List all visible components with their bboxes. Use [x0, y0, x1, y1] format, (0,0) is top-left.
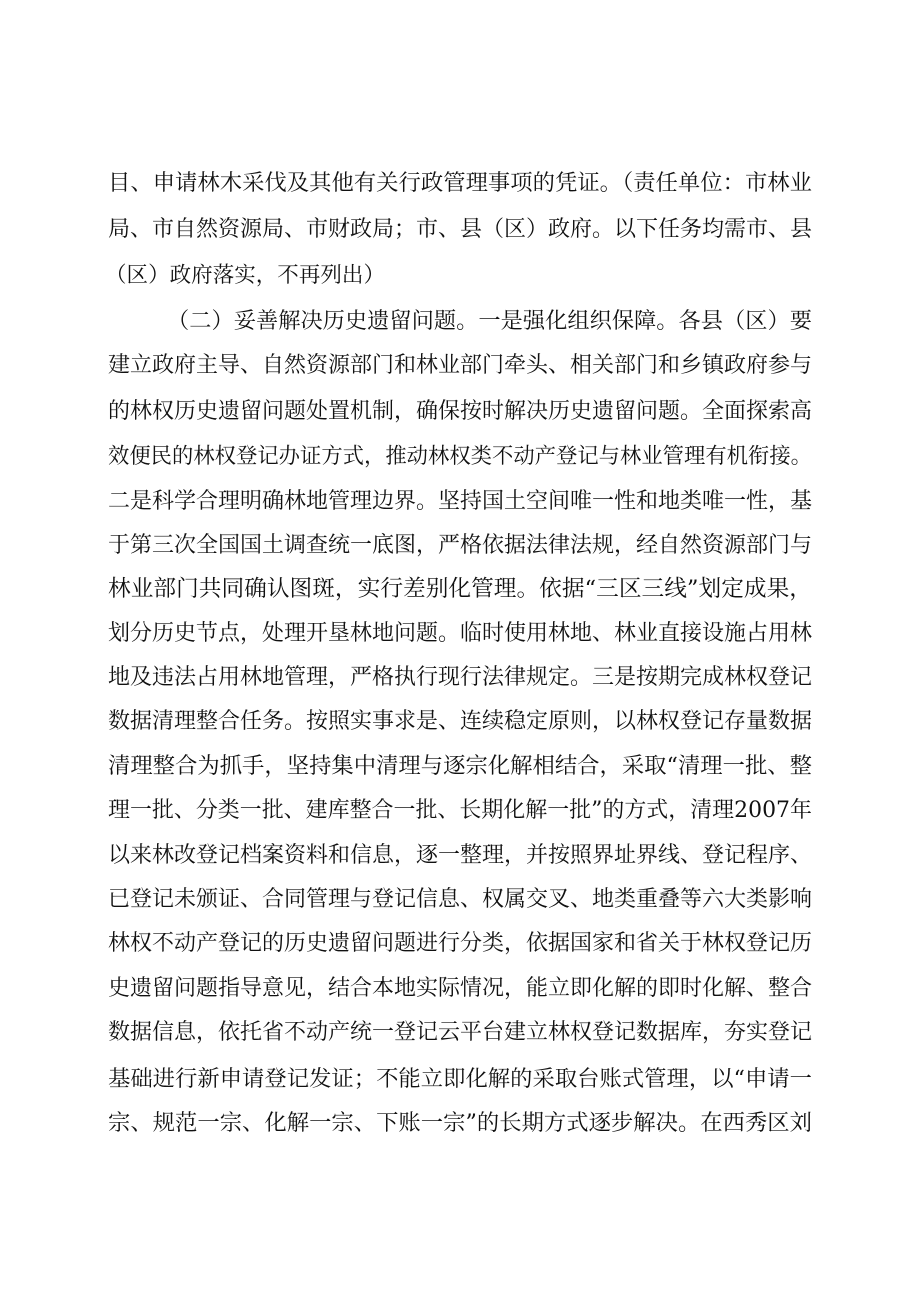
line-text: （区）政府落实，不再列出）: [105, 263, 385, 288]
text-line: [0, 656, 920, 700]
line-text: 的林权历史遗留问题处置机制，确保按时解决历史遗留问题。全面探索高: [108, 399, 813, 424]
line-text: 划分历史节点，处理开垦林地问题。临时使用林地、林业直接设施占用林: [108, 621, 813, 646]
text-line: [0, 612, 920, 656]
text-line: [0, 567, 920, 611]
line-text: （二）妥善解决历史遗留问题。一是强化组织保障。各县（区）要: [167, 308, 812, 334]
text-line: [0, 967, 920, 1011]
text-line: [0, 524, 920, 568]
line-text: 已登记未颁证、合同管理与登记信息、权属交叉、地类重叠等六大类影响: [108, 887, 813, 912]
line-text: 局、市自然资源局、市财政局；市、县（区）政府。以下任务均需市、县: [108, 217, 813, 242]
line-text: 林业部门共同确认图斑，实行差别化管理。依据“三区三线”划定成果，: [108, 576, 812, 602]
line-text: 宗、规范一宗、化解一宗、下账一宗”的长期方式逐步解决。在西秀区刘: [108, 1110, 812, 1136]
text-line: [0, 700, 920, 744]
text-line: [0, 344, 920, 388]
text-line: [0, 161, 920, 205]
text-line: [0, 1101, 920, 1145]
text-line: [0, 789, 920, 833]
text-line: [0, 1057, 920, 1101]
line-text: 二是科学合理明确林地管理边界。坚持国土空间唯一性和地类唯一性，基: [108, 489, 813, 514]
text-line: [0, 480, 920, 524]
text-line: [0, 299, 920, 343]
text-line: [0, 1011, 920, 1055]
text-line: [0, 435, 920, 479]
text-line: [0, 254, 920, 298]
line-text: 林权不动产登记的历史遗留问题进行分类，依据国家和省关于林权登记历: [108, 931, 813, 956]
line-text: 清理整合为抓手，坚持集中清理与逐宗化解相结合，采取“清理一批、整: [108, 753, 812, 779]
text-line: [0, 390, 920, 434]
line-text: 于第三次全国国土调查统一底图，严格依据法律法规，经自然资源部门与: [108, 533, 813, 558]
text-line: [0, 878, 920, 922]
line-text: 数据清理整合任务。按照实事求是、连续稳定原则，以林权登记存量数据: [108, 709, 813, 734]
line-text: 建立政府主导、自然资源部门和林业部门牵头、相关部门和乡镇政府参与: [108, 353, 813, 378]
text-line: [0, 744, 920, 788]
text-line: [0, 922, 920, 966]
line-text: 效便民的林权登记办证方式，推动林权类不动产登记与林业管理有机衔接。: [108, 444, 812, 469]
line-text: 以来林改登记档案资料和信息，逐一整理，并按照界址界线、登记程序、: [108, 843, 813, 868]
line-text: 地及违法占用林地管理，严格执行现行法律规定。三是按期完成林权登记: [108, 665, 813, 690]
line-text: 理一批、分类一批、建库整合一批、长期化解一批”的方式，清理2007年: [108, 798, 812, 823]
text-line: [0, 834, 920, 878]
line-text: 基础进行新申请登记发证；不能立即化解的采取台账式管理，以“申请一: [108, 1066, 812, 1092]
line-text: 史遗留问题指导意见，结合本地实际情况，能立即化解的即时化解、整合: [108, 976, 813, 1001]
line-text: 目、申请林木采伐及其他有关行政管理事项的凭证。（责任单位：市林业: [108, 170, 812, 196]
text-line: [0, 208, 920, 252]
line-text: 数据信息，依托省不动产统一登记云平台建立林权登记数据库，夯实登记: [108, 1020, 813, 1045]
